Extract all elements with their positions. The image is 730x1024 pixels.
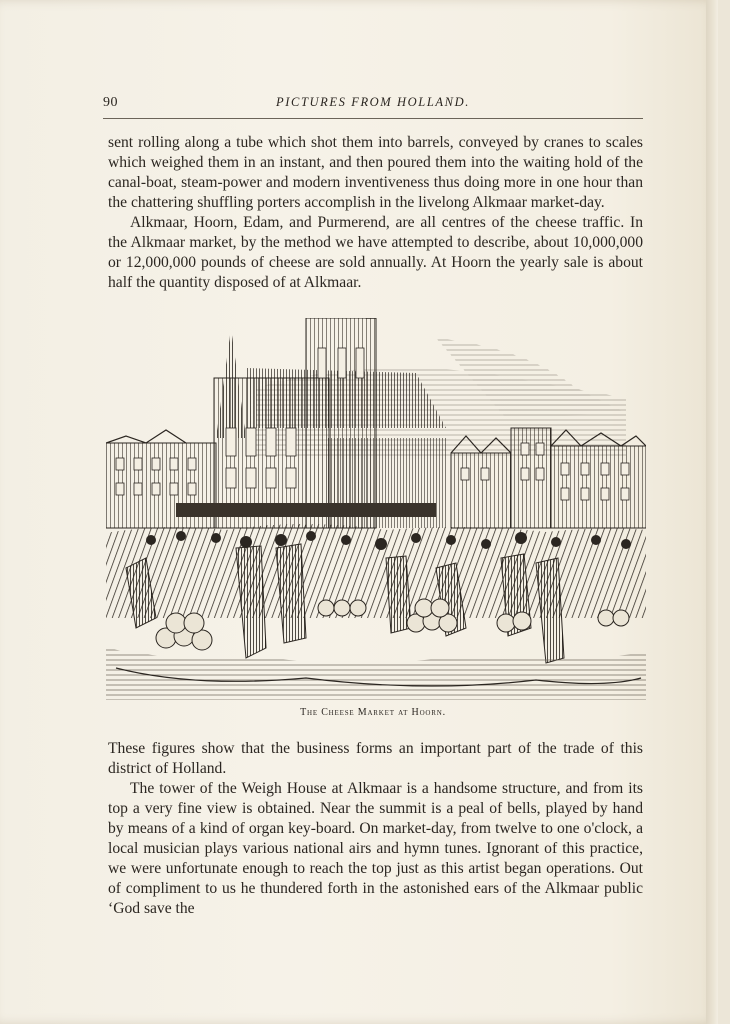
paragraph-cheese-traffic: Alkmaar, Hoorn, Edam, and Purmerend, are all centres of the cheese traffic. In the Alkmaar market, by the method we have attempted to describe, about 10,000,000 or 12,000,000 pounds of cheese are sold annually. At Hoorn the yearly sale is about half the quantity disposed of at Alkmaar.: [108, 214, 643, 291]
crowd: [106, 524, 646, 618]
body-text-top: [108, 133, 643, 293]
paragraph-continuation: sent rolling along a tube which shot them into barrels, conveyed by cranes to scales which weighed them in an instant, and then poured them into the waiting hold of the canal-boat, steam-power and modern inventiveness thus doing more in one hour than the chattering shuffling porters accomplish in the livelong Alkmaar market-day.: [108, 134, 643, 211]
paragraph-figures: These figures show that the business forms an important part of the trade of this district of Holland.: [108, 740, 643, 777]
page-number: 90: [103, 95, 118, 110]
running-title: PICTURES FROM HOLLAND.: [276, 95, 470, 109]
paragraph-weigh-house: The tower of the Weigh House at Alkmaar is a handsome structure, and from its top a very fine view is obtained. Near the summit is a peal of bells, played by hand by means of a kind of organ key-board. On market-day, from twelve to one o'clock, a local musician plays various national airs and hymn tunes. Ignorant of this practice, we were unfortunate enough to reach the top just as this artist began operations. Out of compliment to us he thundered forth in the astonished ears of the Alkmaar public ‘God save the: [108, 780, 643, 917]
figure-caption: The Cheese Market at Hoorn.: [300, 707, 446, 718]
ground: [106, 648, 646, 700]
engraving-cheese-market: [106, 318, 646, 700]
weigh-house: [176, 318, 448, 528]
page-edge: [706, 0, 718, 1024]
body-text-bottom: [108, 739, 643, 919]
page-header: [103, 92, 643, 119]
